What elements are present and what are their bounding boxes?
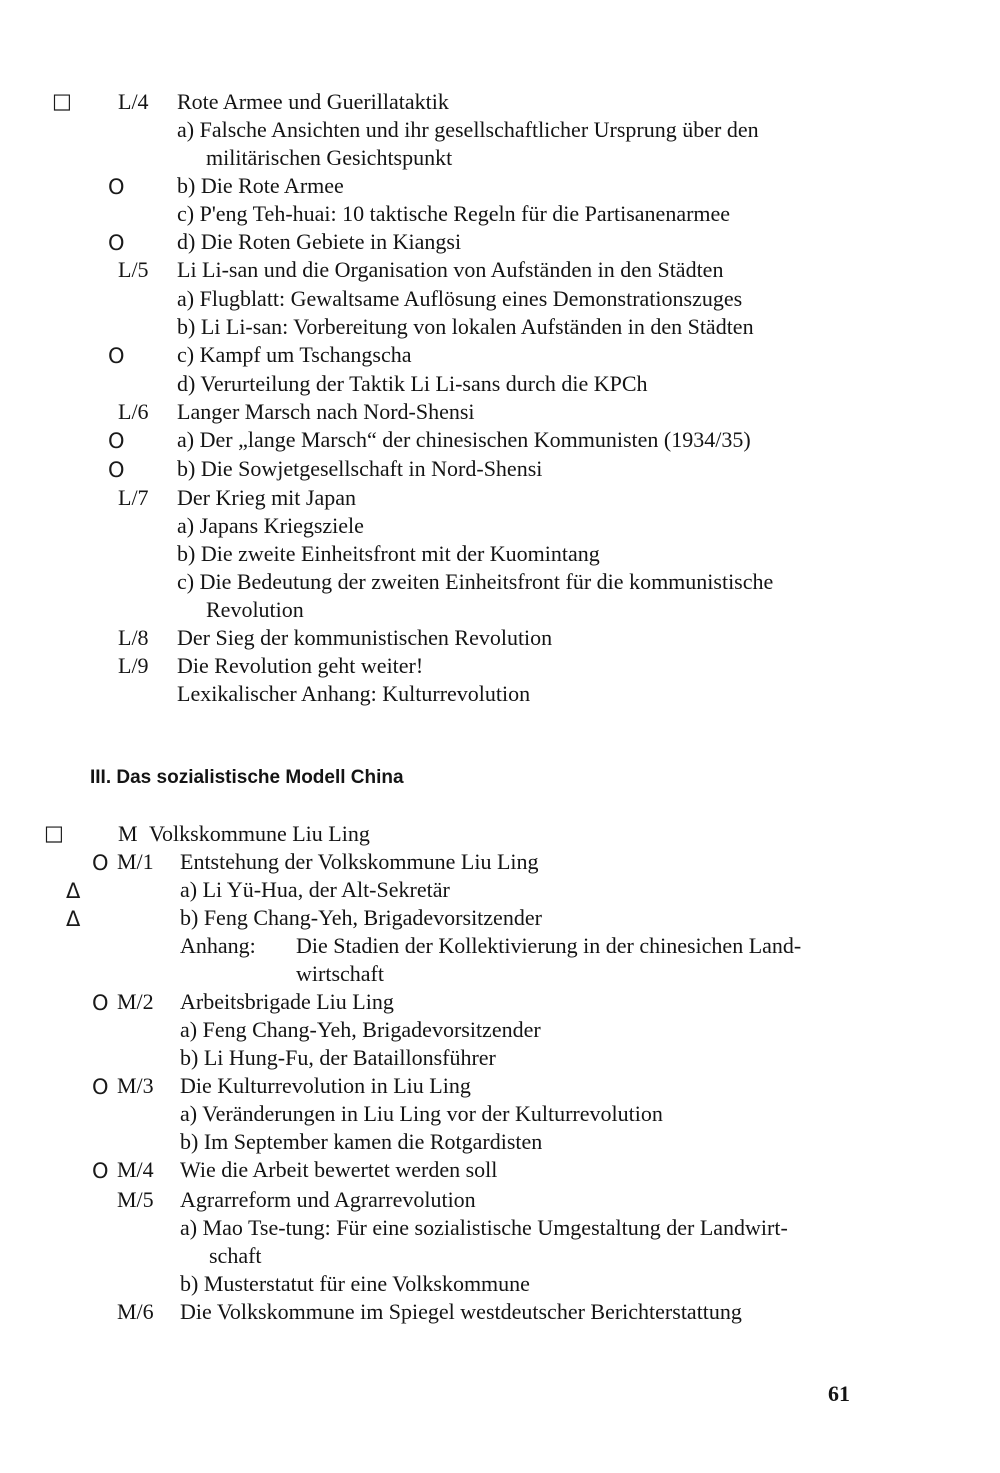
sub-entry-m5-a: a) Mao Tse-tung: Für eine sozialistische Umgestaltung der Landwirt-: [180, 1215, 788, 1240]
sub-entry-l5-d: d) Verurteilung der Taktik Li Li-sans durch die KPCh: [177, 371, 648, 396]
sub-entry-m1-b: b) Feng Chang-Yeh, Brigadevorsitzender: [180, 905, 542, 930]
entry-title-m2: Arbeitsbrigade Liu Ling: [180, 989, 394, 1014]
section-heading: III. Das sozialistische Modell China: [90, 767, 404, 788]
triangle-marker-icon: Δ: [66, 907, 81, 931]
circle-marker-icon: O: [92, 1159, 109, 1183]
circle-marker-icon: O: [108, 344, 125, 368]
entry-code-l4: L/4: [118, 89, 149, 114]
entry-code-m5: M/5: [117, 1187, 154, 1212]
square-marker-icon: □: [44, 821, 64, 845]
entry-code-m4: M/4: [117, 1157, 154, 1182]
entry-title-l8: Der Sieg der kommunistischen Revolution: [177, 625, 553, 650]
square-marker-icon: □: [52, 89, 72, 113]
entry-code-l5: L/5: [118, 257, 149, 282]
entry-title-m5: Agrarreform und Agrarrevolution: [180, 1187, 476, 1212]
sub-entry-l6-a: a) Der „lange Marsch“ der chinesischen Kommunisten (1934/35): [177, 427, 751, 452]
entry-title-l4: Rote Armee und Guerillataktik: [177, 89, 449, 114]
entry-code-m1: M/1: [117, 849, 154, 874]
sub-entry-l7-b: b) Die zweite Einheitsfront mit der Kuomintang: [177, 541, 600, 566]
appendix-label: Anhang:: [180, 933, 256, 958]
sub-entry-m3-a: a) Veränderungen in Liu Ling vor der Kulturrevolution: [180, 1101, 663, 1126]
sub-entry-l7-a: a) Japans Kriegsziele: [177, 513, 364, 538]
appendix-text: Die Stadien der Kollektivierung in der chinesichen Land-: [296, 933, 802, 958]
sub-entry-l4-a: a) Falsche Ansichten und ihr gesellschaftlicher Ursprung über den: [177, 117, 759, 142]
entry-code-m6: M/6: [117, 1299, 154, 1324]
lexical-appendix: Lexikalischer Anhang: Kulturrevolution: [177, 681, 531, 706]
sub-entry-l5-a: a) Flugblatt: Gewaltsame Auflösung eines Demonstrationszuges: [177, 286, 743, 311]
circle-marker-icon: O: [108, 175, 125, 199]
sub-entry-l5-b: b) Li Li-san: Vorbereitung von lokalen Aufständen in den Städten: [177, 314, 754, 339]
entry-title-l9: Die Revolution geht weiter!: [177, 653, 424, 678]
sub-entry-l4-d: d) Die Roten Gebiete in Kiangsi: [177, 229, 462, 254]
circle-marker-icon: O: [92, 1075, 109, 1099]
sub-entry-l5-c: c) Kampf um Tschangscha: [177, 342, 412, 367]
sub-entry-m2-b: b) Li Hung-Fu, der Bataillonsführer: [180, 1045, 496, 1070]
entry-title-l6: Langer Marsch nach Nord-Shensi: [177, 399, 475, 424]
appendix-text-cont: wirtschaft: [296, 961, 384, 986]
circle-marker-icon: O: [108, 231, 125, 255]
entry-title-m4: Wie die Arbeit bewertet werden soll: [180, 1157, 498, 1182]
sub-entry-l7-c-cont: Revolution: [206, 597, 304, 622]
entry-title-m3: Die Kulturrevolution in Liu Ling: [180, 1073, 471, 1098]
entry-code-l8: L/8: [118, 625, 149, 650]
sub-entry-m1-a: a) Li Yü-Hua, der Alt-Sekretär: [180, 877, 450, 902]
entry-code-l6: L/6: [118, 399, 149, 424]
sub-entry-m5-b: b) Musterstatut für eine Volkskommune: [180, 1271, 530, 1296]
sub-entry-m5-a-cont: schaft: [209, 1243, 262, 1268]
circle-marker-icon: O: [108, 458, 125, 482]
entry-code-l7: L/7: [118, 485, 149, 510]
entry-title-m6: Die Volkskommune im Spiegel westdeutscher Berichterstattung: [180, 1299, 742, 1324]
sub-entry-l7-c: c) Die Bedeutung der zweiten Einheitsfront für die kommunistische: [177, 569, 774, 594]
entry-code-m2: M/2: [117, 989, 154, 1014]
sub-entry-l6-b: b) Die Sowjetgesellschaft in Nord-Shensi: [177, 456, 543, 481]
entry-title-m1: Entstehung der Volkskommune Liu Ling: [180, 849, 539, 874]
sub-entry-l4-c: c) P'eng Teh-huai: 10 taktische Regeln für die Partisanenarmee: [177, 201, 731, 226]
sub-entry-m3-b: b) Im September kamen die Rotgardisten: [180, 1129, 543, 1154]
entry-title-m: Volkskommune Liu Ling: [149, 821, 370, 846]
sub-entry-l4-a-cont: militärischen Gesichtspunkt: [206, 145, 453, 170]
page-number: 61: [828, 1381, 850, 1406]
entry-title-l5: Li Li-san und die Organisation von Aufständen in den Städten: [177, 257, 724, 282]
sub-entry-l4-b: b) Die Rote Armee: [177, 173, 344, 198]
sub-entry-m2-a: a) Feng Chang-Yeh, Brigadevorsitzender: [180, 1017, 541, 1042]
entry-code-m3: M/3: [117, 1073, 154, 1098]
circle-marker-icon: O: [92, 991, 109, 1015]
entry-title-l7: Der Krieg mit Japan: [177, 485, 356, 510]
circle-marker-icon: O: [108, 429, 125, 453]
triangle-marker-icon: Δ: [66, 879, 81, 903]
circle-marker-icon: O: [92, 851, 109, 875]
entry-code-m: M: [118, 821, 138, 846]
entry-code-l9: L/9: [118, 653, 149, 678]
